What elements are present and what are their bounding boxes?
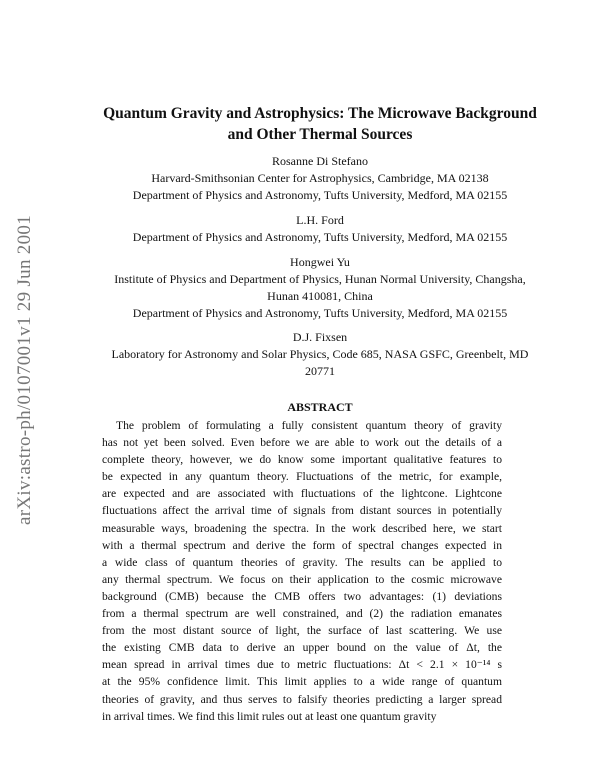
author-name: L.H. Ford <box>296 213 344 227</box>
author-name: D.J. Fixsen <box>292 330 348 344</box>
author-affiliation: Institute of Physics and Department of Physics, Hunan Normal University, Changsha, <box>114 272 526 286</box>
author-affiliation: Department of Physics and Astronomy, Tufts University, Medford, MA 02155 <box>132 306 508 320</box>
author-block <box>70 153 570 204</box>
abstract-line: The problem of formulating a fully consistent quantum theory of gravity <box>116 419 502 432</box>
abstract-line: theories of gravity, and thus serves to falsify theories predicting a larger spread <box>102 692 502 706</box>
abstract-line: a wide class of quantum theories of gravity. The results can be applied to <box>102 555 502 569</box>
author-affiliation: Department of Physics and Astronomy, Tufts University, Medford, MA 02155 <box>132 230 508 244</box>
author-affiliation: 20771 <box>305 364 335 378</box>
abstract-line: from a thermal spectrum are well constrained, and (2) the radiation emanates <box>102 607 502 621</box>
abstract-line: are expected and are associated with fluctuations of the lightcone. Lightcone <box>102 487 502 501</box>
author-affiliation: Laboratory for Astronomy and Solar Physics, Code 685, NASA GSFC, Greenbelt, MD <box>111 347 529 361</box>
abstract-heading: ABSTRACT <box>287 400 353 414</box>
paper-title <box>60 103 580 145</box>
abstract-line: complete theory, however, we do know some important qualitative features to <box>102 453 502 467</box>
abstract-line: in arrival times. We find this limit rules out at least one quantum gravity <box>102 709 437 723</box>
abstract-line: any thermal spectrum. We focus on their application to the cosmic microwave <box>102 572 502 586</box>
abstract-line: the existing CMB data to derive an upper bound on the value of Δt, the <box>102 641 502 655</box>
abstract-line: measurable ways, broadening the spectra. In the work described here, we start <box>102 521 502 535</box>
abstract-line: background (CMB) because the CMB offers two advantages: (1) deviations <box>102 589 502 603</box>
author-block <box>70 254 570 322</box>
abstract-body <box>102 417 502 725</box>
author-affiliation: Harvard-Smithsonian Center for Astrophysics, Cambridge, MA 02138 <box>151 171 489 185</box>
author-name: Hongwei Yu <box>290 255 350 269</box>
abstract-line: has not yet been solved. Even before we are able to work out the details of a <box>102 436 502 450</box>
title-line: and Other Thermal Sources <box>227 126 413 143</box>
title-line: Quantum Gravity and Astrophysics: The Microwave Background <box>103 105 537 122</box>
author-affiliation: Hunan 410081, China <box>267 289 373 303</box>
author-name: Rosanne Di Stefano <box>272 154 368 168</box>
arxiv-identifier <box>12 200 38 540</box>
abstract-line: be expected in any quantum theory. Fluctuations of the metric, for example, <box>102 470 502 484</box>
abstract-line: fluctuations affect the arrival time of signals from distant sources in potentially <box>102 504 502 518</box>
author-block <box>70 212 570 246</box>
author-block <box>70 329 570 380</box>
abstract-line: from the most distant source of light, the surface of last scattering. We use <box>102 624 502 638</box>
abstract-line: at the 95% confidence limit. This limit applies to a wide range of quantum <box>102 675 502 689</box>
abstract-line: with a thermal spectrum and derive the form of spectral changes expected in <box>102 538 502 552</box>
abstract-line: mean spread in arrival times due to metric fluctuations: Δt < 2.1 × 10⁻¹⁴ s <box>102 658 502 672</box>
arxiv-identifier-text: arXiv:astro-ph/0107001v1 29 Jun 2001 <box>14 214 35 526</box>
author-affiliation: Department of Physics and Astronomy, Tufts University, Medford, MA 02155 <box>132 188 508 202</box>
